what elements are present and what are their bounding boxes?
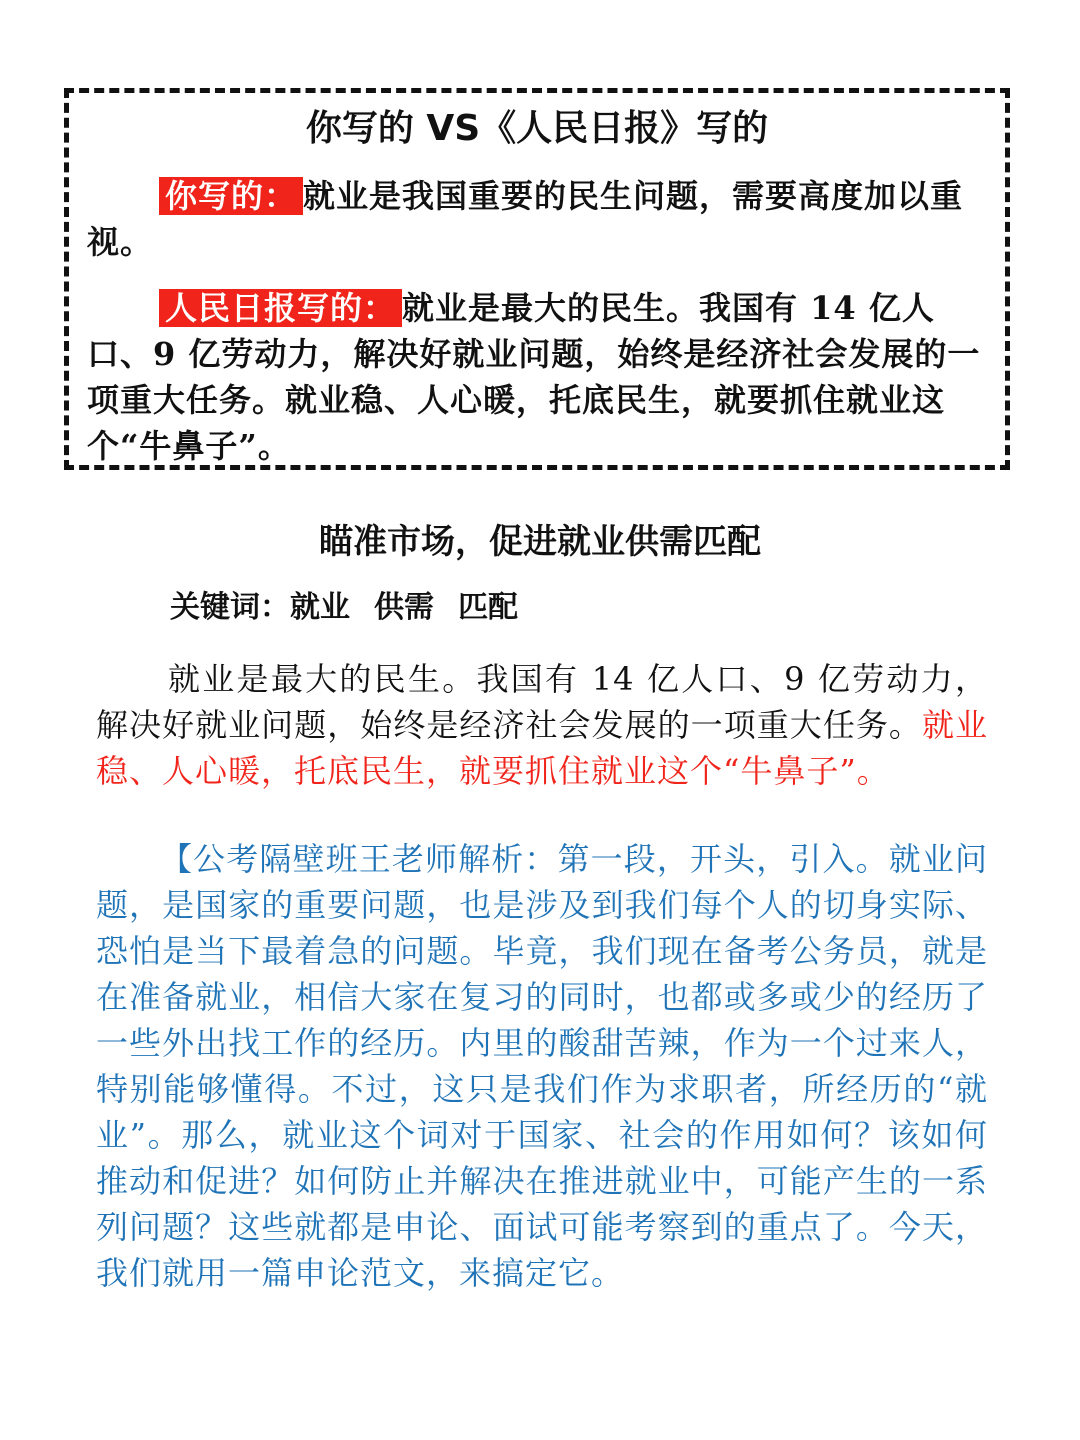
comparison-box bbox=[64, 88, 1010, 470]
yours-label: 你写的： bbox=[159, 177, 303, 215]
paragraph-highlight-text: 就业稳、人心暖，托底民生，就要抓住就业这个“牛鼻子”。 bbox=[96, 706, 988, 790]
article-title: 瞄准市场，促进就业供需匹配 bbox=[319, 522, 761, 562]
keyword-item: 就业 bbox=[290, 590, 350, 625]
rmrb-text: 就业是最大的民生。我国有 14 亿人口、9 亿劳动力，解决好就业问题，始终是经济社会发展的一项重大任务。就业稳、人心暖，托底民生，就要抓住就业这个“牛鼻子”。 bbox=[87, 289, 981, 465]
keywords-line bbox=[170, 586, 542, 630]
keyword-item: 匹配 bbox=[458, 590, 518, 625]
yours-text: 就业是我国重要的民生问题，需要高度加以重视。 bbox=[87, 177, 964, 261]
paragraph-normal-text: 就业是最大的民生。我国有 14 亿人口、9 亿劳动力，解决好就业问题，始终是经济社会发展的一项重大任务。 bbox=[96, 660, 988, 744]
analysis-paragraph: 【公考隔壁班王老师解析：第一段，开头，引入。就业问题，是国家的重要问题，也是涉及到我们每个人的切身实际、恐怕是当下最着急的问题。毕竟，我们现在备考公务员，就是在准备就业，相信大家在复习的同时，也都或多或少的经历了一些外出找工作的经历。内里的酸甜苦辣，作为一个过来人，特别能够懂得。不过，这只是我们作为求职者，所经历的“就业”。那么，就业这个词对于国家、社会的作用如何？该如何推动和促进？如何防止并解决在推进就业中，可能产生的一系列问题？这些就都是申论、面试可能考察到的重点了。今天，我们就用一篇申论范文，来搞定它。 bbox=[96, 840, 988, 1292]
yours-paragraph bbox=[87, 173, 999, 265]
comparison-title: 你写的 VS《人民日报》写的 bbox=[305, 108, 769, 149]
rmrb-label: 人民日报写的： bbox=[159, 289, 402, 327]
keywords-label: 关键词： bbox=[170, 590, 290, 625]
article-paragraph-1 bbox=[96, 656, 988, 794]
rmrb-paragraph bbox=[87, 285, 999, 469]
keyword-item: 供需 bbox=[374, 590, 434, 625]
